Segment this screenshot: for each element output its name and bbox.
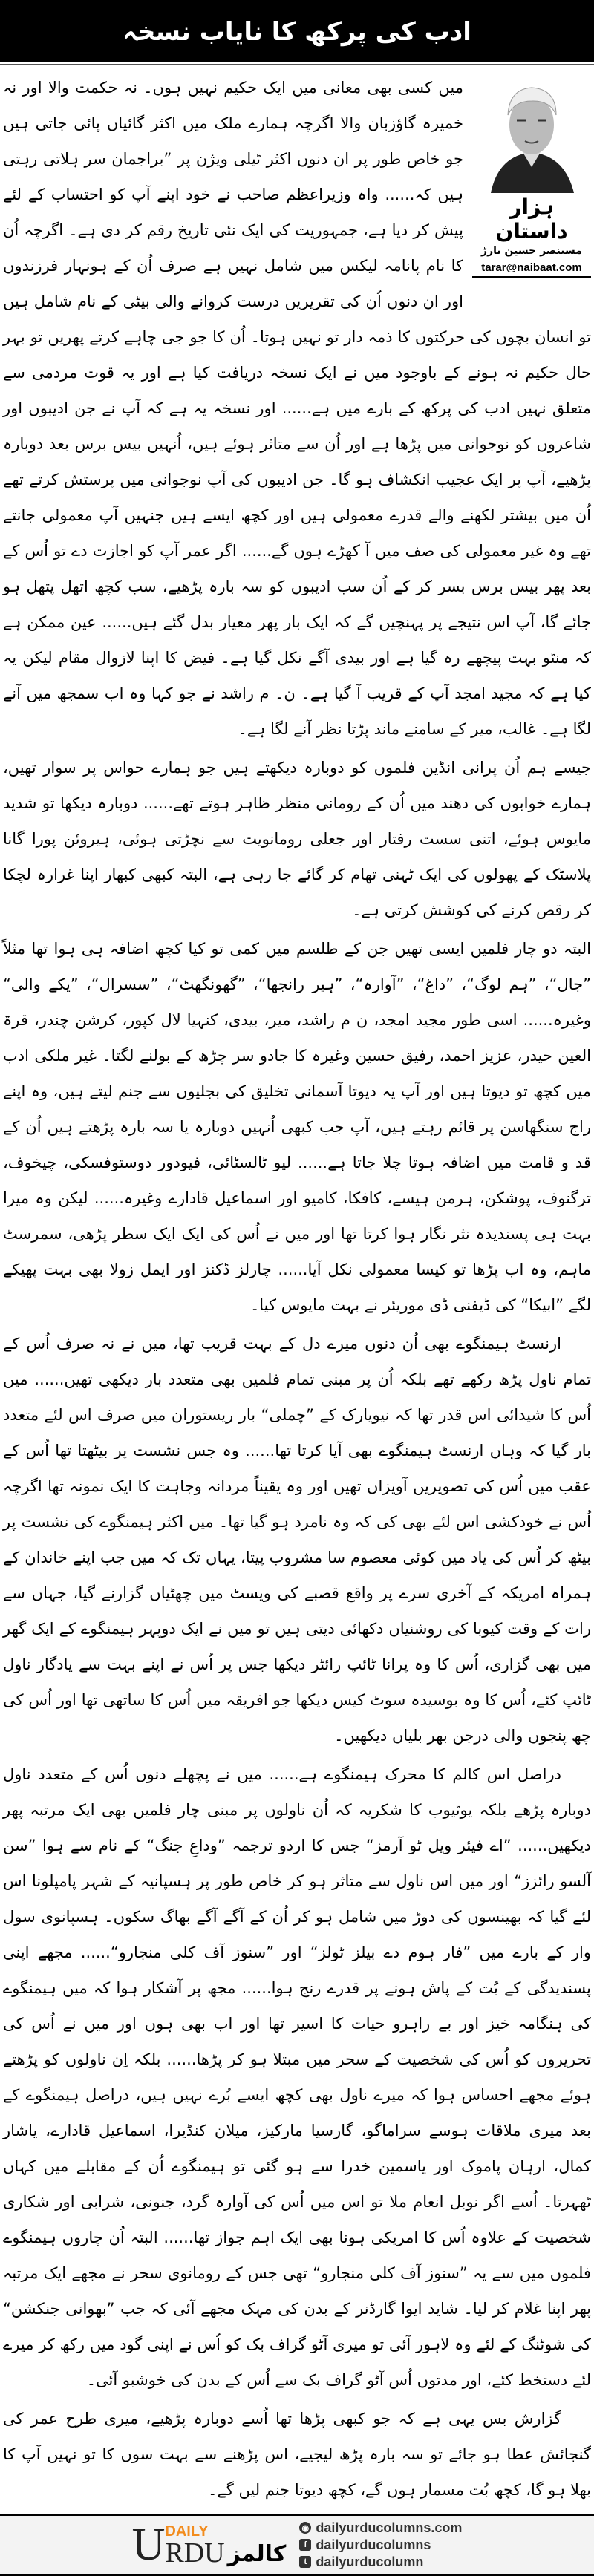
paragraph: ارنسٹ ہیمنگوے بھی اُن دنوں میرے دل کے بہت قریب تھا، میں نے نہ صرف اُس کے تمام ناول پڑھ رکھے تھے بلکہ اُن پر مبنی تمام فلمیں بھی متعدد بار دیکھی تھیں...... میں اُس کا شیدائی اس قدر تھا کہ نیویارک کے ”چملی“ بار ریستوران میں صرف اس لئے متعدد بار گیا کہ وہاں ارنسٹ ہیمنگوے بھی آیا کرتا تھا...... وہ جس نشست پر بیٹھتا تھا اُس کے عقب میں اُس کی تصویریں آویزاں تھیں اور وہ یقیناً مردانہ وجاہت کا ایک نمونہ تھا اگرچہ اُس نے خودکشی اس لئے بھی کی کہ وہ نامرد ہو گیا تھا۔ میں اکثر ہیمنگوے کی نشست پر بیٹھ کر اُس کی یاد میں کوئی معصوم سا مشروب پیتا، یہاں تک کہ میں جب اپنے خاندان کے ہمراہ امریکہ کے آخری سرے پر واقع قصبے کی ویسٹ میں چھٹیاں گزارنے گیا، جہاں سے رات کے وقت کیوبا کی روشنیاں دکھائی دیتی ہیں تو میں نے ایک دوپہر ہیمنگوے کے ایک گھر میں بھی گزاری، اُس کا وہ پرانا ٹائپ رائٹر دیکھا جس پر اُس نے اپنے بہت سے یادگار ناول ٹائپ کئے، اُس کا وہ بوسیدہ سوٹ کیس دیکھا جو افریقہ میں اُس کا ساتھی تھا اور اُس کی چھ پنجوں والی درجن بھر بلیاں دیکھیں۔ xyxy=(3,1335,591,1745)
daily-urdu-columns-logo: U DAILY RDU کالمز xyxy=(131,2520,287,2570)
social-links xyxy=(299,2520,462,2570)
website-link[interactable]: ◉ dailyurducolumns.com xyxy=(299,2520,462,2536)
paragraph: دراصل اس کالم کا محرک ہیمنگوے ہے...... میں نے پچھلے دنوں اُس کے متعدد ناول دوبارہ پڑھے بلکہ یوٹیوب کا شکریہ کہ اُن ناولوں پر مبنی چار فلمیں بھی ایک مرتبہ پھر دیکھیں...... ”اے فیئر ویل ٹو آرمز“ جس کا اردو ترجمہ ”وداعِ جنگ“ کے نام سے ہوا ”سن آلسو رائزز“ اور میں اس ناول سے متاثر ہو کر خاص طور پر ہسپانیہ کے شہر پامپلونا اس لئے گیا کہ بھینسوں کی دوڑ میں شامل ہو کر اُن کے آگے آگے بھاگ سکوں۔ ہسپانوی سول وار کے بارے میں ”فار ہوم دے بیلز ٹولز“ اور ”سنوز آف کلی منجارو“...... مجھے اپنی پسندیدگی کے بُت کے پاش ہونے پر قدرے رنج ہوا...... مجھ پر آشکار ہوا کہ میں ہیمنگوے کی ہنگامہ خیز اور بے راہرو حیات کا اسیر تھا اور اب بھی ہوں اور میں نے اُس کی تحریروں کو اُس کی شخصیت کے سحر میں مبتلا ہو کر پڑھا...... بلکہ اِن ناولوں کو پڑھتے ہوئے مجھے احساس ہوا کہ میرے ناول بھی کچھ ایسے بُرے نہیں ہیں، دراصل ہیمنگوے کے بعد میری ملاقات ہوسے سراماگو، گارسیا مارکیز، میلان کنڈیرا، اسماعیل قادارے، یاشار کمال، ارہان پاموک اور یاسمین خدرا سے ہو گئی تو ہیمنگوے اُن کے مقابلے میں کہاں ٹھہرتا۔ اُسے اگر نوبل انعام ملا تو اس میں اُس کی آوارہ گرد، جنونی، شرابی اور شکاری شخصیت کے علاوہ اُس کا امریکی ہونا بھی ایک اہم جواز تھا...... البتہ اُن چاروں ہیمنگوے فلموں میں سے یہ ”سنوز آف کلی منجارو“ تھی جس کے رومانوی سحر نے مجھے ایک مرتبہ پھر اپنا غلام کر لیا۔ شاید ایوا گارڈنر کے بدن کی مہک مجھے آئی کہ جب ”بھوانی جنکشن“ کی شوٹنگ کے لئے وہ لاہور آئی تو میری آٹو گراف بک کو اُس نے اپنی گود میں رکھ کر میرے لئے دستخط کئے، اور مدتوں اُس آٹو گراف بک سے اُس کے بدن کی خوشبو آئی۔ xyxy=(3,1765,591,2389)
author-email[interactable]: tarar@naibaat.com xyxy=(472,261,591,278)
column-name: ہزار داستان xyxy=(495,194,568,243)
article-title: ادب کی پرکھ کا نایاب نسخہ xyxy=(123,16,471,47)
twitter-link[interactable]: t dailyurducolumn xyxy=(299,2554,462,2570)
paragraph: جیسے ہم اُن پرانی انڈین فلموں کو دوبارہ دیکھتے ہیں جو ہمارے حواس پر سوار تھیں، ہمارے خوابوں کی دھند میں اُن کے رومانی منظر ظاہر ہوتے تھے...... دوبارہ دیکھا تو شدید مایوس ہوئے، اتنی سست رفتار اور جعلی رومانویت سے نچڑتی ہوئی، ہیروئن پورا گانا پلاسٹک کے پھولوں کی ایک ٹہنی تھام کر گائے جا رہی ہے، البتہ کبھی کبھار اپنا غرارہ لچکا کر رقص کرنے کی کوشش کرتی ہے۔ xyxy=(3,759,591,919)
paragraph: میں کسی بھی معانی میں ایک حکیم نہیں ہوں۔ نہ حکمت والا اور نہ خمیرہ گاؤزبان والا اگرچہ ہمارے ملک میں اکثر گائیاں پائی جاتی ہیں جو خاص طور پر ان دنوں اکثر ٹیلی ویژن پر ”براجمان سر ہلاتی رہتی ہیں کہ...... واہ وزیراعظم صاحب نے خود اپنے آپ کو احتساب کے لئے پیش کر دیا ہے، جمہوریت کی ایک نئی تاریخ رقم کر دی ہے۔ اگرچہ اُن کا نام پانامہ لیکس میں شامل نہیں ہے صرف اُن کے ہونہار فرزندوں اور ان دنوں اُن کی تقریریں درست کروانے والی بیٹی کے نام شامل ہیں تو انسان بچوں کی حرکتوں کا ذمہ دار تو نہیں ہوتا۔ اُن کا جو جی چاہے کرتے پھریں تو بہر حال حکیم نہ ہونے کے باوجود میں نے ایک نسخہ دریافت کیا ہے اور یہ قوت مردمی سے متعلق نہیں ادب کی پرکھ کے بارے میں ہے...... اور نسخہ یہ ہے کہ آپ نے جن ادیبوں اور شاعروں کو نوجوانی میں پڑھا ہے اور اُن سے متاثر ہوئے ہیں، اُنہیں بیس برس بعد دوبارہ پڑھیے، آپ پر ایک عجیب انکشاف ہو گا۔ جن ادیبوں کی آپ نوجوانی میں پرستش کرتے تھے اُن میں بیشتر لکھنے والے قدرے معمولی ہیں اور کچھ ایسے ہیں جنہیں آپ معمولی جانتے تھے وہ غیر معمولی کی صف میں آ کھڑے ہوں گے...... اگر عمر آپ کو اجازت دے تو اُس کے بعد پھر بیس برس بسر کر کے اُن سب ادیبوں کو سہ بارہ پڑھیے، سب کچھ اتھل پتھل ہو جائے گا، آپ اس نتیجے پر پہنچیں گے کہ ایک بار پھر معیار بدل گئے ہیں...... عین ممکن ہے کہ منٹو بہت پیچھے رہ گیا ہے اور بیدی آگے نکل گیا ہے۔ فیض کا اپنا لازوال مقام لیکن یہ کیا ہے کہ مجید امجد آپ کے قریب آ گیا ہے۔ ن۔ م راشد نے جو کہا وہ اب سمجھ میں آنے لگا ہے۔ غالب، میر کے سامنے ماند پڑتا نظر آنے لگا ہے۔ xyxy=(3,79,591,738)
author-block xyxy=(472,70,591,285)
facebook-link[interactable]: f dailyurducolumns xyxy=(299,2537,462,2553)
paragraph: گزارش بس یہی ہے کہ جو کبھی پڑھا تھا اُسے دوبارہ پڑھیے، میری طرح عمر کی گنجائش عطا ہو جائے تو سہ بارہ پڑھ لیجیے، اس پڑھنے سے بہت سوں کا تو نہیں آپ کا بھلا ہو گا، کچھ بُت مسمار ہوں گے، کچھ دیوتا جنم لیں گے۔ xyxy=(3,2410,591,2499)
author-photo xyxy=(483,74,580,193)
footer xyxy=(0,2516,594,2576)
facebook-icon: f xyxy=(299,2539,311,2551)
title-bar xyxy=(0,0,594,62)
paragraph: البتہ دو چار فلمیں ایسی تھیں جن کے طلسم میں کمی تو کیا کچھ اضافہ ہی ہوا تھا مثلاً ”جال“، ”ہم لوگ“، ”داغ“، ”آوارہ“، ”ہیر رانجھا“، ”گھونگھٹ“، ”سسرال“، ”یکے والی“ وغیرہ...... اسی طور مجید امجد، ن م راشد، میر، بیدی، کنہیا لال کپور، کرشن چندر، قرۃ العین حیدر، عزیز احمد، رفیق حسین وغیرہ کا جادو سر چڑھ کے بولنے لگتا۔ غیر ملکی ادب میں کچھ تو دیوتا ہیں اور آپ یہ دیوتا آسمانی تخلیق کی بجلیوں سے جنم لیتے ہیں، وہ اپنے راج سنگھاسن پر قائم رہتے ہیں، آپ جب کبھی اُنہیں دوبارہ یا سہ بارہ پڑھتے ہیں اُن کے قد و قامت میں اضافہ ہوتا چلا جاتا ہے...... لیو ٹالسٹائی، فیودور دوستوفسکی، چیخوف، ترگنوف، پوشکن، ہرمن ہیسے، کافکا، کامیو اور اسماعیل قادارے وغیرہ...... لیکن وہ میرا بہت ہی پسندیدہ نثر نگار ہوا کرتا تھا اور میں نے اُس کی ایک ایک سطر پڑھی، سمرسٹ ماہم، وہ اب پڑھا تو کیسا معمولی نکل آیا...... چارلز ڈکنز اور ایمل زولا بھی بہت پھیکے لگے ”ابیکا“ کی ڈیفنی ڈی موریئر نے بہت مایوس کیا۔ xyxy=(3,940,591,1314)
globe-icon: ◉ xyxy=(299,2522,311,2534)
twitter-icon: t xyxy=(299,2556,311,2568)
article xyxy=(0,65,594,2508)
author-name: مستنصر حسین تارڑ xyxy=(481,245,582,257)
